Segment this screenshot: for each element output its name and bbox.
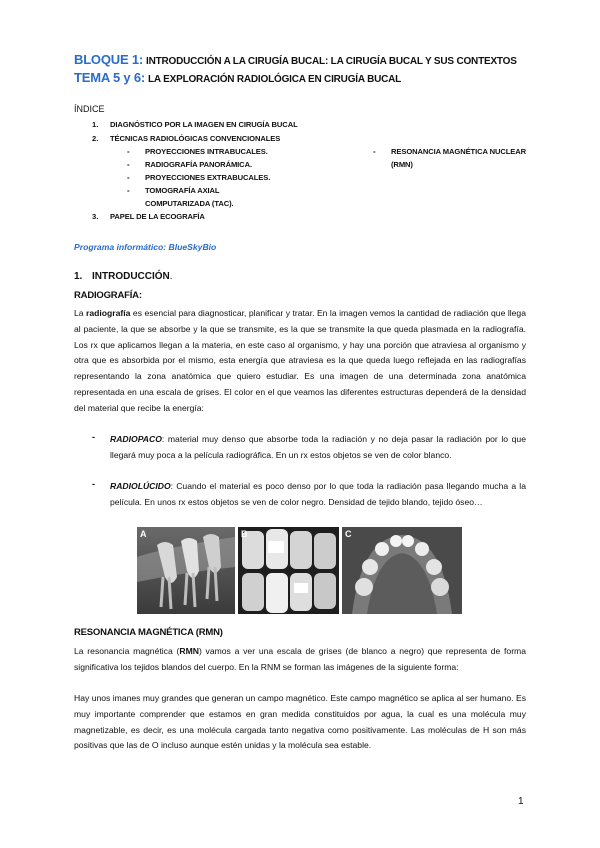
radiografia-paragraph [74, 306, 526, 417]
figure-label-c: C [345, 529, 352, 539]
section-number: 1. [74, 271, 83, 282]
radiopaco-text: : material muy denso que absorbe toda la radiación y no deja pasar la radiación por lo que llegará muy poca a la película radiográfica. En un rx estos objetos se ven de color blanco. [110, 434, 526, 460]
index-sub-dash: - [127, 173, 130, 182]
index-item-3-num: 3. [92, 212, 99, 221]
rmn-paragraph-2: Hay unos imanes muy grandes que generan un campo magnético. Este campo magnético se aplica al ser humano. Es muy importante comprender que estamos en gran medida constituidos por agua, la cual es una molécula muy magnetizable, es decir, es una molécula cargada tanto negativa como positivamente. Las moléculas de H son más positivas que las de O incluso aunque estén unidas y la molécula sea estable. [74, 693, 526, 751]
list-item-radiolucido [110, 479, 526, 511]
index-sub-rmn-2: (RMN) [391, 160, 413, 169]
tema-title: LA EXPLORACIÓN RADIOLÓGICA EN CIRUGÍA BUCAL [148, 74, 402, 85]
section-title-dot: . [169, 271, 173, 282]
index-title: ÍNDICE [74, 104, 105, 114]
list-dash: - [92, 479, 95, 489]
rmn-heading: RESONANCIA MAGNÉTICA (RMN) [74, 627, 223, 638]
section-title [92, 271, 173, 282]
index-sub-tac-2: COMPUTARIZADA (TAC). [145, 199, 234, 208]
list-dash: - [92, 432, 95, 442]
radiografia-p-pre: La [74, 308, 87, 318]
index-sub-extrabucales: PROYECCIONES EXTRABUCALES. [145, 173, 271, 182]
index-item-2: TÉCNICAS RADIOLÓGICAS CONVENCIONALES [110, 134, 281, 143]
xray-image-a [137, 527, 235, 614]
figure-label-b: B [241, 529, 248, 539]
index-item-1-num: 1. [92, 120, 99, 129]
radiopaco-term: RADIOPACO [110, 434, 162, 444]
radiolucido-text: : Cuando el material es poco denso por lo que toda la radiación pasa llegando mucha a la película. En unos rx estos objetos se ven de color negro. Densidad de tejido blando, tejido óseo… [110, 481, 526, 507]
bloque-header [74, 52, 517, 67]
radiografia-p-rest: es esencial para diagnosticar, planificar y tratar. En la imagen vemos la cantidad de radiación que llega al paciente, la que se absorbe y la que se transmite, es la que se transmite la que queda plasmada en la radiografía. Los rx que aplicamos llegan a la materia, en este caso al organismo, y hay una porción que atraviesa al organismo y otra que es absorbida por el mismo, esta energía que atraviesa es la que queda luego reflejada en las radiografías representando la zona anatómica que quiero estudiar. Es una imagen de una determinada zona anatómica representada en una escala de grises. El color en el que veamos las diferentes estructuras dependerá de la densidad del material que recibe la energía: [74, 308, 526, 413]
index-sub-rmn-1: RESONANCIA MAGNÉTICA NUCLEAR [391, 147, 527, 156]
radiografia-p-bold: radiografía [86, 308, 131, 318]
radiolucido-term: RADIOLÚCIDO [110, 481, 171, 491]
index-item-3: PAPEL DE LA ECOGRAFÍA [110, 212, 205, 221]
radiografia-heading: RADIOGRAFÍA: [74, 290, 142, 301]
index-sub-panoramica: RADIOGRAFÍA PANORÁMICA. [145, 160, 252, 169]
rmn-p1-bold: RMN [179, 646, 199, 656]
rmn-p1-pre: La resonancia magnética ( [74, 646, 180, 656]
rmn-p1-rest: ) vamos a ver una escala de grises (de blanco a negro) que representa de forma significativa los tejidos blandos del cuerpo. En la RNM se forman las imágenes de la siguiente forma: [74, 646, 526, 672]
index-sub-dash: - [127, 186, 130, 195]
figure-label-a: A [140, 529, 147, 539]
xray-image-b [238, 527, 339, 614]
section-title-text: INTRODUCCIÓN [92, 271, 170, 282]
index-sub-dash: - [127, 160, 130, 169]
page-number: 1 [518, 796, 524, 807]
index-item-1: DIAGNÓSTICO POR LA IMAGEN EN CIRUGÍA BUCAL [110, 120, 298, 129]
rmn-paragraph-1 [74, 644, 526, 676]
tema-tag: TEMA 5 y 6: [74, 70, 146, 85]
index-item-2-num: 2. [92, 134, 99, 143]
tema-header [74, 70, 401, 85]
index-sub-tac-1: TOMOGRAFÍA AXIAL [145, 186, 220, 195]
bloque-title: INTRODUCCIÓN A LA CIRUGÍA BUCAL: LA CIRUGÍA BUCAL Y SUS CONTEXTOS [145, 56, 517, 67]
program-note: Programa informático: BlueSkyBio [74, 242, 217, 252]
index-sub-dash: - [127, 147, 130, 156]
xray-image-c [342, 527, 462, 614]
index-sub-intrabucales: PROYECCIONES INTRABUCALES. [145, 147, 268, 156]
bloque-tag: BLOQUE 1: [74, 52, 143, 67]
xray-a-graphic [137, 527, 235, 614]
xray-b-graphic [238, 527, 339, 614]
index-sub-dash: - [373, 147, 376, 156]
list-item-radiopaco [110, 432, 526, 464]
xray-c-graphic [342, 527, 462, 614]
